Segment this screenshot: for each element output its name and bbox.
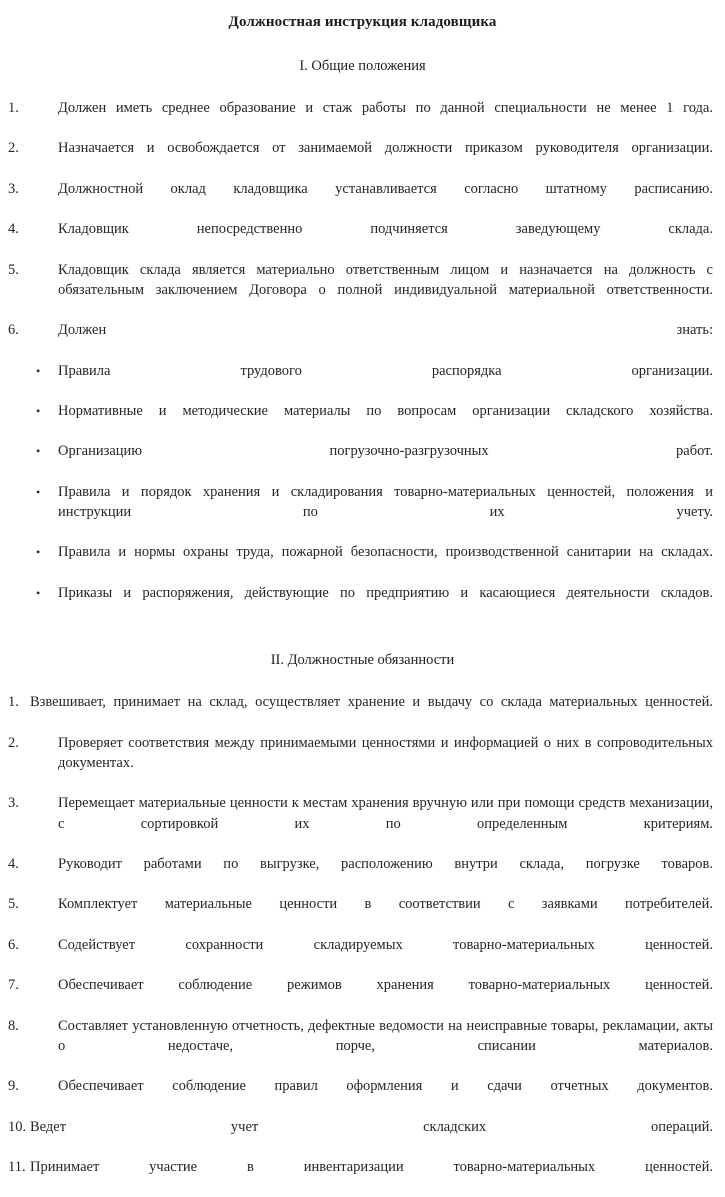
list-item-text: Обеспечивает соблюдение правил оформления и сдачи отчетных документов. [58, 1078, 713, 1095]
list-number: 4. [8, 855, 19, 872]
list-item-numbered [8, 260, 713, 321]
list-item-text: Содействует сохранности складируемых товарно-материальных ценностей. [58, 936, 713, 953]
bullet-marker: • [36, 484, 41, 499]
list-item-numbered [8, 1076, 713, 1116]
bullet-marker: • [36, 444, 41, 459]
list-item-text: Правила и порядок хранения и складирования товарно-материальных ценностей, положения и инструкции по их учету. [58, 483, 713, 521]
list-number: 7. [8, 977, 19, 994]
list-item-numbered [8, 733, 713, 794]
list-item-numbered [8, 935, 713, 975]
section-heading-2: II. Должностные обязанности [270, 652, 455, 669]
list-item-bullet [8, 401, 713, 441]
list-item-text: Проверяет соответствия между принимаемыми ценностями и информацией о них в сопроводительных документах. [58, 734, 713, 771]
bullet-marker: • [36, 404, 41, 419]
document-page [0, 12, 725, 1175]
list-item-text: Назначается и освобождается от занимаемой должности приказом руководителя организации. [58, 140, 713, 157]
page-title: Должностная инструкция кладовщика [228, 14, 497, 30]
list-number: 11. [8, 1158, 26, 1175]
list-item-numbered [8, 692, 713, 732]
bullet-marker: • [36, 585, 41, 600]
list-item-text: Правила трудового распорядка организации. [58, 362, 713, 379]
list-item-numbered [8, 1016, 713, 1077]
section-1-body [0, 98, 725, 623]
list-item-text: Ведет учет складских операций. [30, 1118, 713, 1135]
list-item-numbered [8, 1157, 713, 1197]
list-item-text: Должностной оклад кладовщика устанавливается согласно штатному расписанию. [58, 180, 713, 197]
list-item-numbered [8, 854, 713, 894]
list-number: 2. [8, 140, 19, 157]
list-item-text: Обеспечивает соблюдение режимов хранения товарно-материальных ценностей. [58, 977, 713, 994]
list-item-text: Организацию погрузочно-разгрузочных работ. [58, 443, 713, 460]
list-item-text: Комплектует материальные ценности в соответствии с заявками потребителей. [58, 896, 713, 913]
list-number: 6. [8, 936, 19, 953]
list-item-text: Взвешивает, принимает на склад, осуществляет хранение и выдачу со склада материальных ценностей. [30, 694, 713, 711]
list-number: 4. [8, 221, 19, 238]
section-heading-1: I. Общие положения [299, 58, 426, 74]
bullet-marker: • [36, 545, 41, 560]
list-item-numbered [8, 793, 713, 854]
list-number: 5. [8, 261, 19, 278]
list-number: 3. [8, 180, 19, 197]
list-item-bullet [8, 583, 713, 623]
bullet-marker: • [36, 363, 41, 378]
list-item-text: Перемещает материальные ценности к местам хранения вручную или при помощи средств механизации, с сортировкой их по определенным критериям. [58, 795, 713, 832]
list-number: 3. [8, 795, 19, 812]
list-item-bullet [8, 441, 713, 481]
list-item-text: Руководит работами по выгрузке, расположению внутри склада, погрузке товаров. [58, 855, 713, 872]
section-2-body [0, 692, 725, 1197]
list-item-text: Кладовщик склада является материально ответственным лицом и назначается на должность с обязательным заключением Договора о полной индивидуальной материальной ответственности. [58, 261, 713, 298]
list-item-numbered [8, 975, 713, 1015]
list-number: 2. [8, 734, 19, 751]
list-number: 1. [8, 694, 19, 711]
list-item-bullet [8, 482, 713, 543]
list-item-numbered [8, 138, 713, 178]
list-item-text: Должен иметь среднее образование и стаж работы по данной специальности не менее 1 года. [58, 100, 713, 116]
list-item-numbered [8, 98, 713, 138]
list-item-text: Приказы и распоряжения, действующие по предприятию и касающиеся деятельности складов. [58, 584, 713, 601]
list-item-text: Должен знать: [58, 322, 713, 339]
list-number: 8. [8, 1017, 19, 1034]
list-item-text: Принимает участие в инвентаризации товарно-материальных ценностей. [30, 1158, 713, 1175]
list-item-numbered [8, 320, 713, 360]
list-number: 1. [8, 100, 19, 116]
list-item-text: Правила и нормы охраны труда, пожарной безопасности, производственной санитарии на складах. [58, 544, 713, 561]
list-item-text: Кладовщик непосредственно подчиняется заведующему склада. [58, 221, 713, 238]
list-item-bullet [8, 542, 713, 582]
list-item-numbered [8, 894, 713, 934]
list-item-numbered [8, 219, 713, 259]
list-item-bullet [8, 361, 713, 401]
list-number: 9. [8, 1078, 19, 1095]
list-item-text: Нормативные и методические материалы по вопросам организации складского хозяйства. [58, 403, 713, 420]
list-item-numbered [8, 179, 713, 219]
list-item-text: Составляет установленную отчетность, дефектные ведомости на неисправные товары, рекламации, акты о недостаче, порче, списании материалов. [58, 1017, 713, 1054]
list-item-numbered [8, 1117, 713, 1157]
list-number: 5. [8, 896, 19, 913]
list-number: 10. [8, 1118, 27, 1135]
list-number: 6. [8, 322, 19, 339]
